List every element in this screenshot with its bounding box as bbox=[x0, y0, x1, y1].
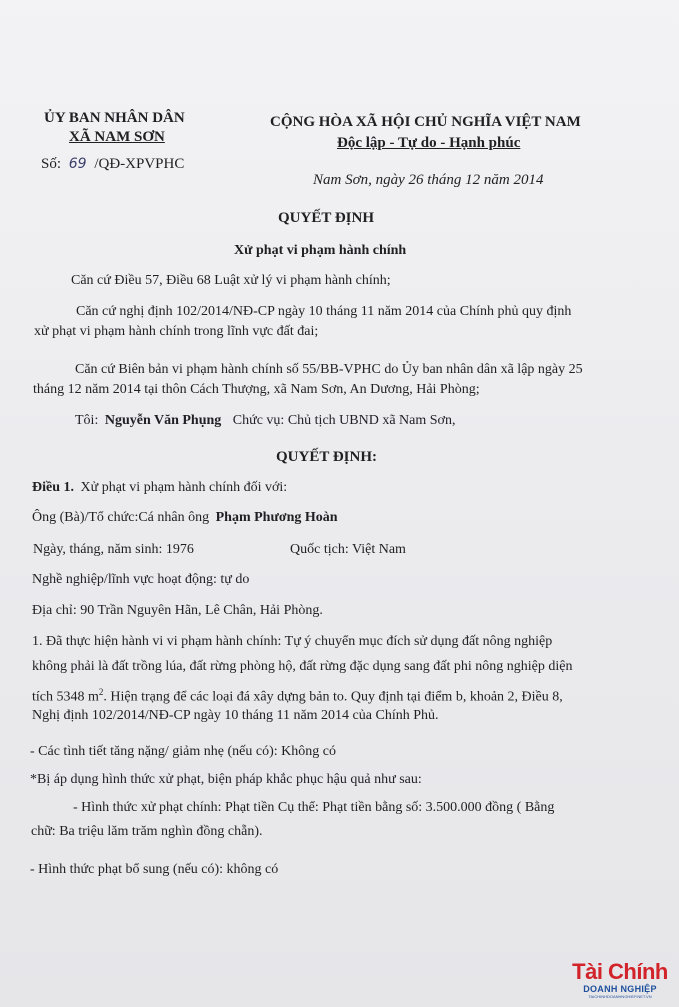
logo-line-3: TAICHINHDOANHNGHIEP.NET.VN bbox=[588, 994, 652, 999]
person-line bbox=[32, 509, 338, 527]
occupation: Nghề nghiệp/lĩnh vực hoạt động: tự do bbox=[32, 572, 250, 587]
org-name-1: ỦY BAN NHÂN DÂN bbox=[44, 110, 185, 126]
basis-3-line-2: tháng 12 năm 2014 tại thôn Cách Thượng, xã Nam Sơn, An Dương, Hải Phòng; bbox=[33, 382, 480, 397]
basis-2-line-2: xử phạt vi phạm hành chính trong lĩnh vực đất đai; bbox=[34, 324, 319, 339]
person-label: Ông (Bà)/Tổ chức:Cá nhân ông bbox=[32, 510, 210, 525]
basis-2-line-1: Căn cứ nghị định 102/2014/NĐ-CP ngày 10 tháng 11 năm 2014 của Chính phủ quy định bbox=[76, 304, 572, 319]
document-number bbox=[41, 155, 184, 173]
nationality: Quốc tịch: Việt Nam bbox=[290, 542, 406, 557]
document-title: QUYẾT ĐỊNH bbox=[278, 210, 374, 226]
violation-line-3 bbox=[32, 683, 563, 707]
article-1-text: Xử phạt vi phạm hành chính đối với: bbox=[80, 480, 288, 495]
national-motto: Độc lập - Tự do - Hạnh phúc bbox=[337, 135, 521, 151]
signer-line bbox=[75, 412, 455, 430]
signer-prefix: Tôi: bbox=[75, 413, 99, 428]
address: Địa chỉ: 90 Trần Nguyên Hãn, Lê Chân, Hải Phòng. bbox=[32, 603, 323, 618]
logo-line-2: DOANH NGHIỆP bbox=[583, 984, 657, 994]
area-text: tích 5348 m bbox=[32, 689, 99, 705]
penalty-main-line-2: chữ: Ba triệu lăm trăm nghìn đồng chẵn). bbox=[31, 824, 263, 839]
penalty-main-line-1: - Hình thức xử phạt chính: Phạt tiền Cụ thể: Phạt tiền bằng số: 3.500.000 đồng ( Bằng bbox=[73, 800, 555, 815]
basis-3-line-1: Căn cứ Biên bản vi phạm hành chính số 55/BB-VPHC do Ủy ban nhân dân xã lập ngày 25 bbox=[75, 362, 583, 377]
logo-line-1: Tài Chính bbox=[572, 959, 668, 984]
basis-1: Căn cứ Điều 57, Điều 68 Luật xử lý vi phạm hành chính; bbox=[71, 273, 391, 288]
violation-line-4: Nghị định 102/2014/NĐ-CP ngày 10 tháng 11 năm 2014 của Chính Phủ. bbox=[32, 708, 439, 723]
person-name: Phạm Phương Hoàn bbox=[215, 510, 338, 525]
place-date: Nam Sơn, ngày 26 tháng 12 năm 2014 bbox=[313, 172, 544, 188]
article-1-header bbox=[32, 479, 287, 497]
handwritten-number: 69 bbox=[68, 156, 87, 172]
so-label: Số: bbox=[41, 156, 62, 172]
article-1-label: Điều 1. bbox=[32, 480, 74, 495]
violation-line-1: 1. Đã thực hiện hành vi vi phạm hành chính: Tự ý chuyển mục đích sử dụng đất nông nghiệp bbox=[32, 634, 553, 649]
penalty-extra: - Hình thức phạt bổ sung (nếu có): không có bbox=[30, 862, 279, 877]
circumstances: - Các tình tiết tăng nặng/ giảm nhẹ (nếu có): Không có bbox=[30, 744, 336, 759]
area-superscript: 2 bbox=[98, 687, 104, 697]
so-suffix: /QĐ-XPVPHC bbox=[94, 156, 185, 172]
decision-heading: QUYẾT ĐỊNH: bbox=[276, 449, 377, 465]
violation-line-3-rest: . Hiện trạng để các loại đá xây dựng bản to. Quy định tại điểm b, khoản 2, Điều 8, bbox=[103, 689, 563, 705]
penalty-intro: *Bị áp dụng hình thức xử phạt, biện pháp khắc phục hậu quả như sau: bbox=[30, 772, 422, 787]
violation-line-2: không phải là đất trồng lúa, đất rừng phòng hộ, đất rừng đặc dụng sang đất phi nông nghiệp diện bbox=[32, 659, 573, 674]
document-subtitle: Xử phạt vi phạm hành chính bbox=[234, 243, 407, 258]
country-name: CỘNG HÒA XÃ HỘI CHỦ NGHĨA VIỆT NAM bbox=[270, 114, 581, 130]
signer-position: Chức vụ: Chủ tịch UBND xã Nam Sơn, bbox=[232, 413, 456, 428]
signer-name: Nguyễn Văn Phụng bbox=[104, 413, 222, 428]
watermark-logo bbox=[570, 960, 670, 1000]
date-of-birth: Ngày, tháng, năm sinh: 1976 bbox=[33, 542, 194, 557]
org-name-2: XÃ NAM SƠN bbox=[69, 129, 165, 145]
